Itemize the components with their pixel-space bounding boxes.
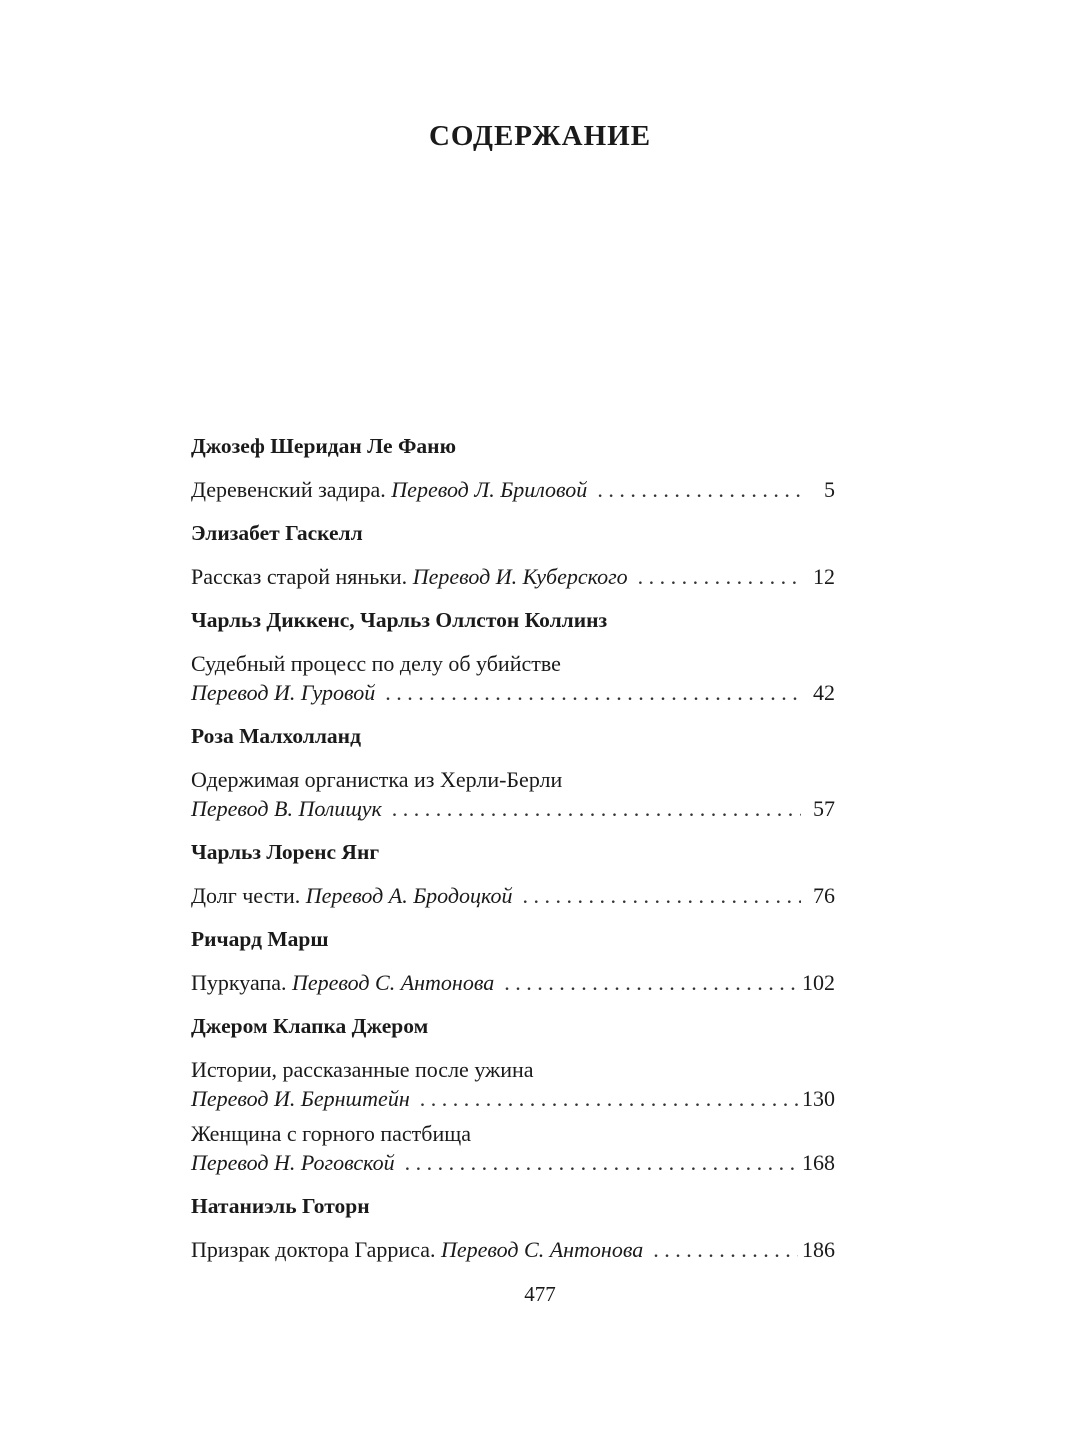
- toc-entry-text: [191, 1148, 395, 1177]
- toc-entry[interactable]: [191, 475, 835, 504]
- story-title: Деревенский задира.: [191, 477, 386, 502]
- dot-leader: [405, 1148, 798, 1177]
- story-title: Судебный процесс по делу об убийстве: [191, 651, 561, 676]
- author-name: Джером Клапка Джером: [191, 1014, 429, 1038]
- author-name: Ричард Марш: [191, 927, 329, 951]
- page-title: СОДЕРЖАНИЕ: [428, 120, 652, 152]
- toc-entry-text: [191, 1235, 643, 1264]
- toc-section: [191, 606, 835, 707]
- toc-section: [191, 722, 835, 823]
- story-title: Женщина с горного пастбища: [191, 1121, 471, 1146]
- toc-leader-line: [191, 968, 835, 997]
- dot-leader: [392, 794, 801, 823]
- dot-leader: [385, 678, 801, 707]
- entry-page-number: 57: [813, 796, 835, 821]
- toc-entry[interactable]: [191, 1119, 835, 1177]
- toc-leader-line: [191, 562, 835, 591]
- toc-entry-text: [191, 968, 494, 997]
- toc-entry-text: [191, 1084, 410, 1113]
- author-name: Чарльз Лоренс Янг: [191, 840, 380, 864]
- entry-page-number: 186: [802, 1237, 835, 1262]
- toc-entry-text: [191, 794, 382, 823]
- toc-section: [191, 838, 835, 910]
- toc-section: [191, 1192, 835, 1264]
- toc-leader-line: [191, 1235, 835, 1264]
- toc-entry[interactable]: [191, 1235, 835, 1264]
- entry-page-number: 102: [802, 970, 835, 995]
- dot-leader: [597, 475, 801, 504]
- entry-page-number: 5: [824, 477, 835, 502]
- author-name: Чарльз Диккенс, Чарльз Оллстон Коллинз: [191, 608, 608, 632]
- toc-entry[interactable]: [191, 562, 835, 591]
- dot-leader: [420, 1084, 798, 1113]
- story-title: Пуркуапа.: [191, 970, 287, 995]
- toc-entry[interactable]: [191, 881, 835, 910]
- author-name: Натаниэль Готорн: [191, 1194, 370, 1218]
- toc-leader-line: [191, 678, 835, 707]
- entry-page-number: 168: [802, 1150, 835, 1175]
- author-name: Джозеф Шеридан Ле Фаню: [191, 434, 457, 458]
- dot-leader: [504, 968, 798, 997]
- entry-page-number: 130: [802, 1086, 835, 1111]
- toc-leader-line: [191, 881, 835, 910]
- translator-credit: Перевод В. Полищук: [191, 796, 382, 821]
- toc-leader-line: [191, 794, 835, 823]
- page-number: 477: [524, 1282, 556, 1306]
- toc-entry-text: [191, 562, 628, 591]
- entry-page-number: 42: [813, 680, 835, 705]
- toc-leader-line: [191, 1084, 835, 1113]
- translator-credit: Перевод И. Куберского: [412, 564, 628, 589]
- toc-leader-line: [191, 1148, 835, 1177]
- toc-entry-text: [191, 678, 375, 707]
- toc-entry-text: [191, 475, 587, 504]
- translator-credit: Перевод С. Антонова: [441, 1237, 644, 1262]
- toc-entry[interactable]: [191, 649, 835, 707]
- toc-entry[interactable]: [191, 1055, 835, 1113]
- toc-entry[interactable]: [191, 765, 835, 823]
- translator-credit: Перевод С. Антонова: [292, 970, 495, 995]
- story-title: Рассказ старой няньки.: [191, 564, 408, 589]
- entry-page-number: 12: [813, 564, 835, 589]
- translator-credit: Перевод Н. Роговской: [191, 1150, 395, 1175]
- toc-section: [191, 432, 835, 504]
- toc-entry[interactable]: [191, 968, 835, 997]
- dot-leader: [638, 562, 801, 591]
- translator-credit: Перевод Л. Бриловой: [391, 477, 588, 502]
- entry-page-number: 76: [813, 883, 835, 908]
- story-title: Одержимая органистка из Херли-Берли: [191, 767, 563, 792]
- author-name: Роза Малхолланд: [191, 724, 361, 748]
- author-name: Элизабет Гаскелл: [191, 521, 363, 545]
- story-title: Призрак доктора Гарриса.: [191, 1237, 436, 1262]
- toc-section: [191, 925, 835, 997]
- toc-leader-line: [191, 475, 835, 504]
- story-title: Истории, рассказанные после ужина: [191, 1057, 534, 1082]
- table-of-contents: [191, 432, 835, 1279]
- toc-section: [191, 1012, 835, 1177]
- translator-credit: Перевод А. Бродоцкой: [305, 883, 513, 908]
- toc-entry-text: [191, 881, 512, 910]
- translator-credit: Перевод И. Гуровой: [191, 680, 376, 705]
- toc-section: [191, 519, 835, 591]
- dot-leader: [522, 881, 801, 910]
- story-title: Долг чести.: [191, 883, 301, 908]
- dot-leader: [653, 1235, 798, 1264]
- translator-credit: Перевод И. Бернштейн: [191, 1086, 410, 1111]
